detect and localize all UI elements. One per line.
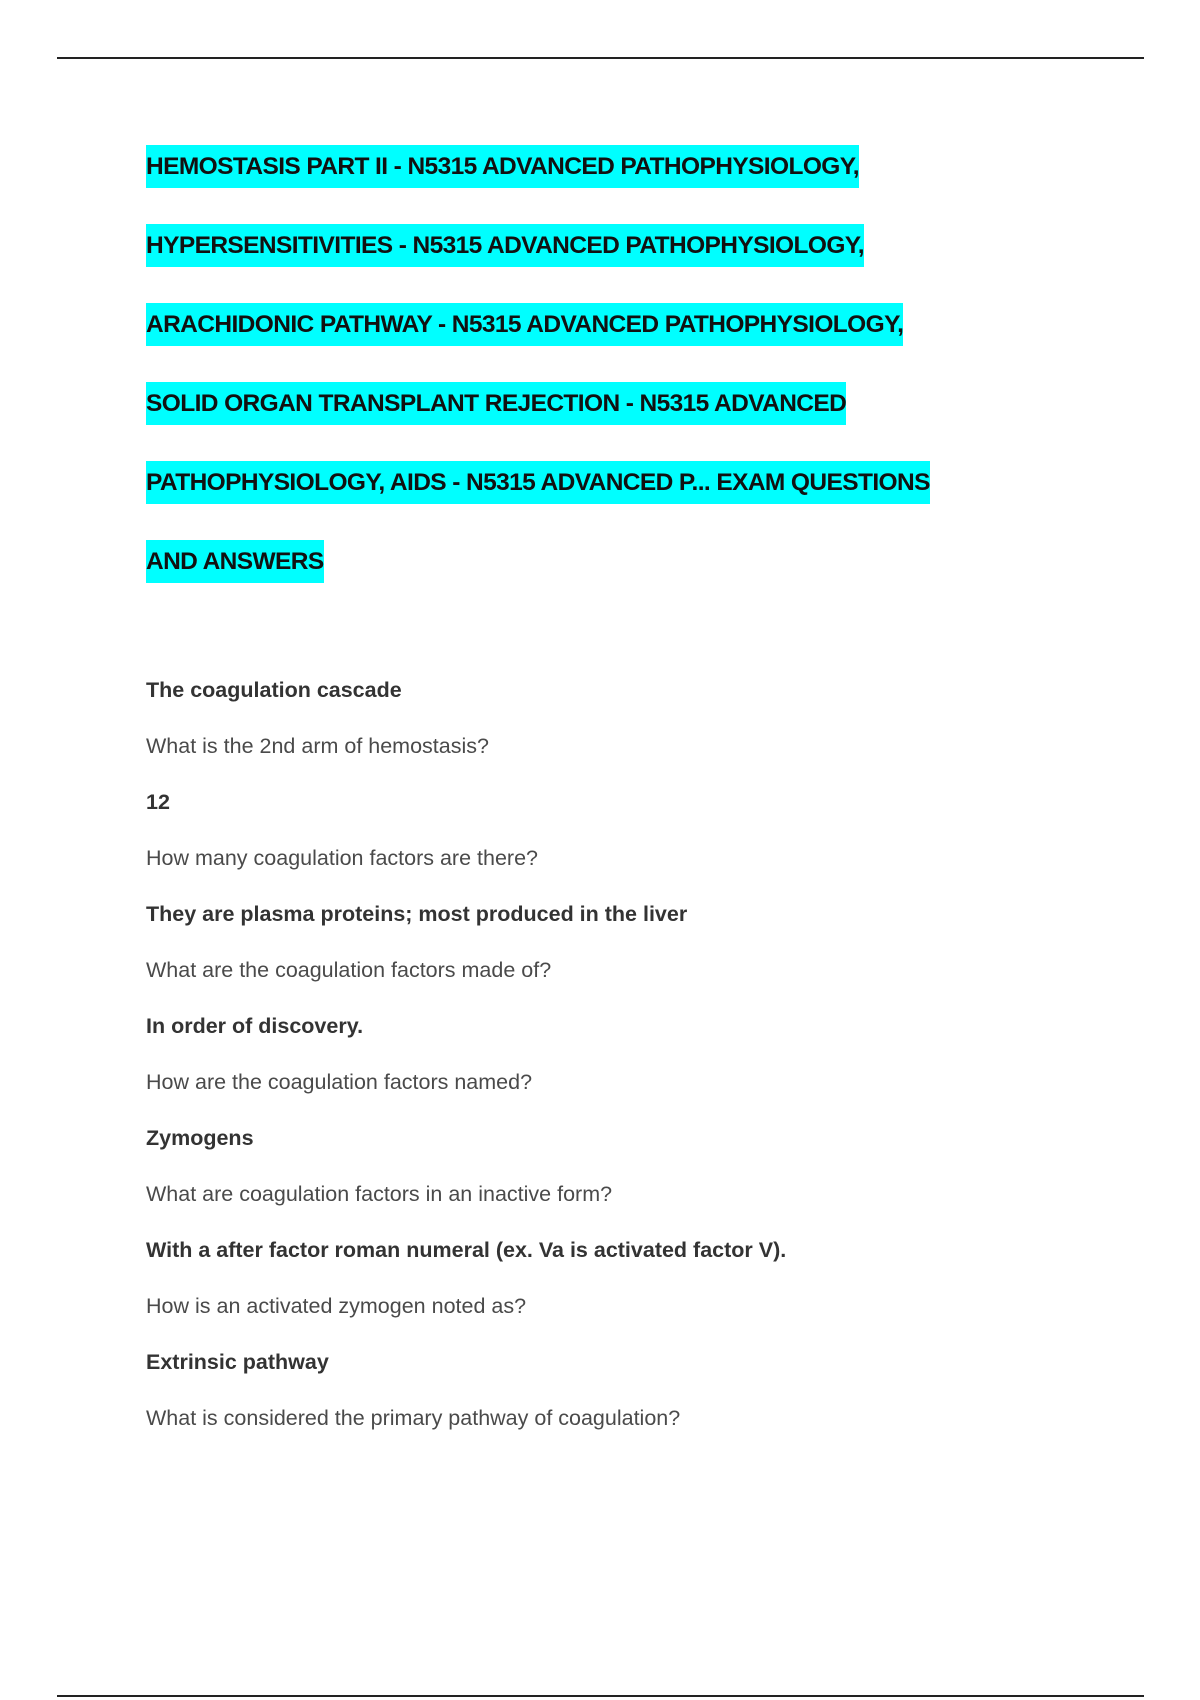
- answer: Zymogens: [146, 1126, 254, 1150]
- question: What are coagulation factors in an inactive form?: [146, 1182, 613, 1206]
- answer: The coagulation cascade: [146, 678, 402, 702]
- answer: 12: [146, 790, 170, 814]
- question: What is considered the primary pathway of coagulation?: [146, 1406, 681, 1430]
- title-line: SOLID ORGAN TRANSPLANT REJECTION - N5315 ADVANCED: [146, 364, 1146, 443]
- document-title: [146, 127, 1146, 601]
- question: How is an activated zymogen noted as?: [146, 1294, 527, 1318]
- title-line: PATHOPHYSIOLOGY, AIDS - N5315 ADVANCED P... EXAM QUESTIONS: [146, 443, 1146, 522]
- title-line: HEMOSTASIS PART II - N5315 ADVANCED PATHOPHYSIOLOGY,: [146, 127, 1146, 206]
- title-line: AND ANSWERS: [146, 522, 1146, 601]
- answer: With a after factor roman numeral (ex. Va is activated factor V).: [146, 1238, 787, 1262]
- title-line: ARACHIDONIC PATHWAY - N5315 ADVANCED PATHOPHYSIOLOGY,: [146, 285, 1146, 364]
- footer-rule: [57, 1695, 1144, 1697]
- title-line: HYPERSENSITIVITIES - N5315 ADVANCED PATHOPHYSIOLOGY,: [146, 206, 1146, 285]
- answer: Extrinsic pathway: [146, 1350, 329, 1374]
- question: What is the 2nd arm of hemostasis?: [146, 734, 489, 758]
- qa-list: [146, 662, 1146, 1446]
- question: How many coagulation factors are there?: [146, 846, 538, 870]
- header-rule: [57, 57, 1144, 59]
- answer: In order of discovery.: [146, 1014, 364, 1038]
- answer: They are plasma proteins; most produced in the liver: [146, 902, 688, 926]
- question: How are the coagulation factors named?: [146, 1070, 533, 1094]
- question: What are the coagulation factors made of?: [146, 958, 552, 982]
